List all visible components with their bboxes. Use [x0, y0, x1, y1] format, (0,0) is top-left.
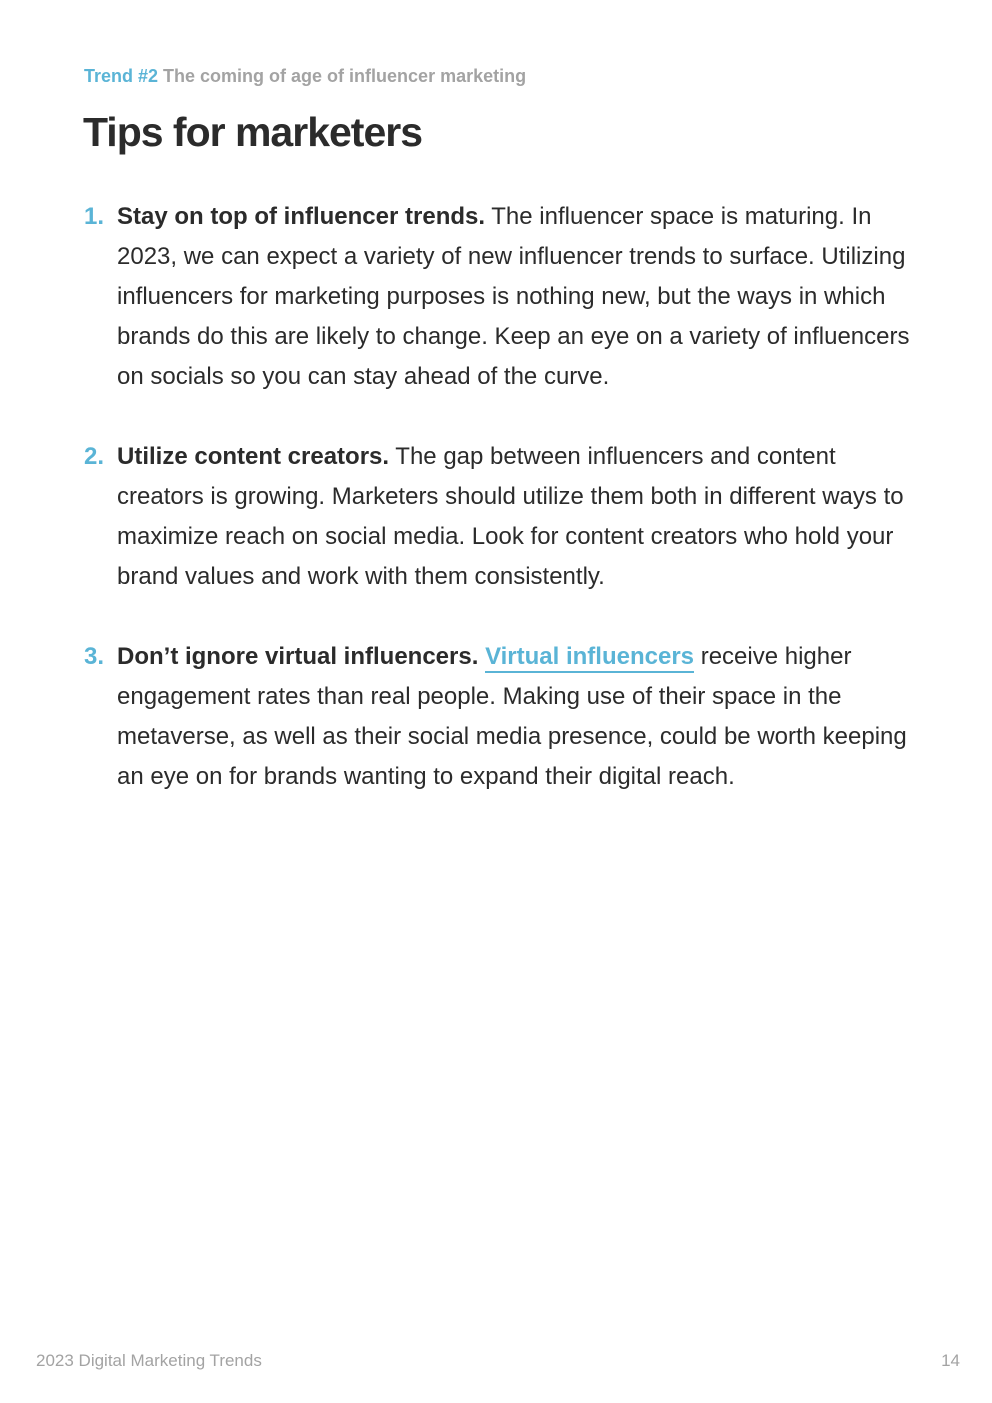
footer-doc-title: 2023 Digital Marketing Trends — [36, 1351, 262, 1370]
list-item-number: 3. — [84, 643, 105, 670]
tip-body: The gap between influencers and content creators is growing. Marketers should utilize them both in different ways to maximize reach on social media. Look for content creators who hold your brand values and work with them consistently. — [117, 443, 904, 590]
tip-body: receive higher engagement rates than real people. Making use of their space in the metaverse, as well as their social media presence, could be worth keeping an eye on for brands wanting to expand their digital reach. — [117, 643, 907, 790]
tips-list — [84, 197, 914, 837]
virtual-influencers-link[interactable]: Virtual influencers — [485, 643, 694, 673]
list-item-number: 1. — [84, 203, 105, 230]
list-item — [84, 637, 914, 797]
section-kicker — [84, 64, 526, 88]
tip-lead: Don’t ignore virtual influencers. — [117, 643, 479, 670]
tip-lead: Utilize content creators. — [117, 443, 390, 470]
trend-number: Trend #2 — [84, 66, 159, 86]
list-item — [84, 437, 914, 597]
tip-lead: Stay on top of influencer trends. — [117, 203, 486, 230]
tip-body: The influencer space is maturing. In 2023, we can expect a variety of new influencer trends to surface. Utilizing influencers for marketing purposes is nothing new, but the ways in which brands do this are likely to change. Keep an eye on a variety of influencers on socials so you can stay ahead of the curve. — [117, 203, 910, 390]
trend-title: The coming of age of influencer marketing — [163, 66, 527, 86]
list-item — [84, 197, 914, 397]
list-item-number: 2. — [84, 443, 105, 470]
page-number: 14 — [941, 1351, 960, 1370]
page-title: Tips for marketers — [83, 109, 423, 155]
